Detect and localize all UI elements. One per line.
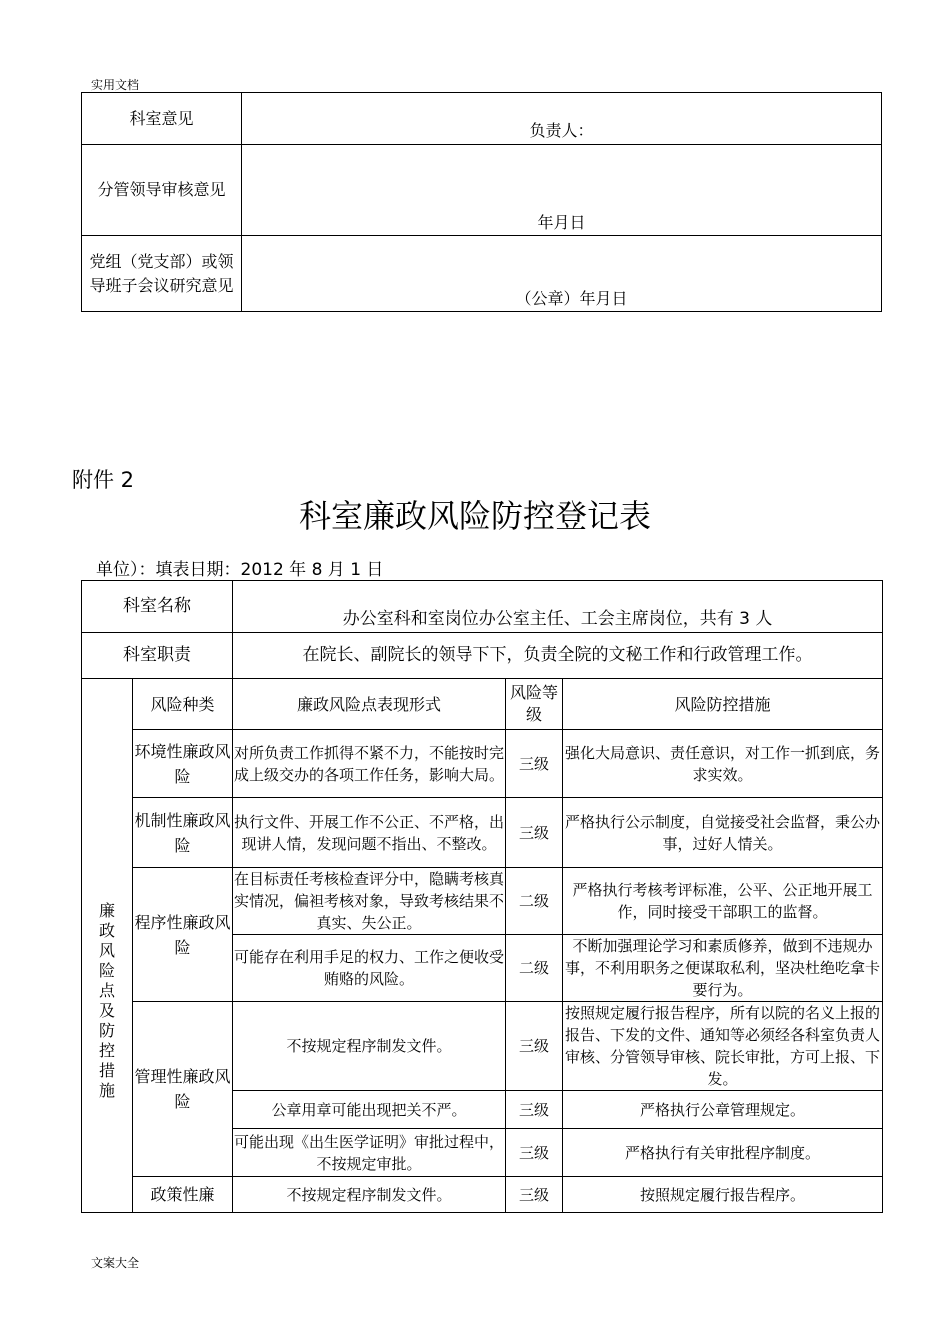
risk-form: 对所负责工作抓得不紧不力，不能按时完成上级交办的各项工作任务，影响大局。 <box>233 730 506 798</box>
side-char: 廉 <box>98 900 115 920</box>
risk-measure: 不断加强理论学习和素质修养，做到不违规办事，不利用职务之便谋取私利，坚决杜绝吃拿卡要行为。 <box>563 935 883 1002</box>
side-char: 施 <box>98 1080 115 1100</box>
risk-form: 可能存在利用手足的权力、工作之便收受贿赂的风险。 <box>233 935 506 1002</box>
dept-duty-value: 在院长、副院长的领导下下，负责全院的文秘工作和行政管理工作。 <box>233 633 883 679</box>
risk-level: 三级 <box>506 730 563 798</box>
col-header-level: 风险等级 <box>506 679 563 730</box>
approval-label-dept: 科室意见 <box>82 93 242 145</box>
table-row <box>82 730 883 798</box>
side-char: 风 <box>98 940 115 960</box>
side-char: 政 <box>98 920 115 940</box>
risk-type-mgmt: 管理性廉政风险 <box>133 1002 233 1177</box>
table-row <box>82 633 883 679</box>
col-header-type: 风险种类 <box>133 679 233 730</box>
risk-measure: 强化大局意识、责任意识，对工作一抓到底，务求实效。 <box>563 730 883 798</box>
risk-type-policy: 政策性廉 <box>133 1177 233 1213</box>
side-char: 及 <box>98 1000 115 1020</box>
side-char: 措 <box>98 1060 115 1080</box>
dept-duty-label: 科室职责 <box>82 633 233 679</box>
risk-form: 在目标责任考核检查评分中，隐瞒考核真实情况，偏袒考核对象，导致考核结果不真实、失公正。 <box>233 868 506 935</box>
dept-name-value: 办公室科和室岗位办公室主任、工会主席岗位，共有 3 人 <box>233 581 883 633</box>
side-char: 险 <box>98 960 115 980</box>
side-char: 控 <box>98 1040 115 1060</box>
table-row <box>82 581 883 633</box>
risk-measure: 按照规定履行报告程序。 <box>563 1177 883 1213</box>
risk-level: 三级 <box>506 1091 563 1129</box>
risk-type-proc: 程序性廉政风险 <box>133 868 233 1002</box>
risk-measure: 按照规定履行报告程序，所有以院的名义上报的报告、下发的文件、通知等必须经各科室负责人审核、分管领导审核、院长审批，方可上报、下发。 <box>563 1002 883 1091</box>
risk-measure: 严格执行考核考评标准，公平、公正地开展工作，同时接受干部职工的监督。 <box>563 868 883 935</box>
risk-type-env: 环境性廉政风险 <box>133 730 233 798</box>
risk-form: 不按规定程序制发文件。 <box>233 1002 506 1091</box>
table-row <box>82 145 882 236</box>
dept-name-label: 科室名称 <box>82 581 233 633</box>
risk-level: 三级 <box>506 798 563 868</box>
risk-form: 不按规定程序制发文件。 <box>233 1177 506 1213</box>
approval-value-leader: 年月日 <box>242 145 882 236</box>
risk-form: 公章用章可能出现把关不严。 <box>233 1091 506 1129</box>
approval-label-leader: 分管领导审核意见 <box>82 145 242 236</box>
col-header-measure: 风险防控措施 <box>563 679 883 730</box>
table-row <box>82 679 883 730</box>
risk-level: 三级 <box>506 1177 563 1213</box>
page-title: 科室廉政风险防控登记表 <box>298 497 651 535</box>
table-row <box>82 1177 883 1213</box>
table-row <box>82 798 883 868</box>
table-row <box>82 1002 883 1091</box>
col-header-form: 廉政风险点表现形式 <box>233 679 506 730</box>
risk-measure: 严格执行公示制度，自觉接受社会监督，秉公办事，过好人情关。 <box>563 798 883 868</box>
risk-level: 三级 <box>506 1002 563 1091</box>
approval-value-party: （公章）年月日 <box>242 236 882 312</box>
table-row <box>82 93 882 145</box>
risk-type-mech: 机制性廉政风险 <box>133 798 233 868</box>
risk-measure: 严格执行有关审批程序制度。 <box>563 1129 883 1177</box>
unit-date-line: 单位）：填表日期：2012 年 8 月 1 日 <box>96 560 384 580</box>
side-label <box>82 679 133 1213</box>
side-char: 防 <box>98 1020 115 1040</box>
risk-level: 二级 <box>506 868 563 935</box>
table-row <box>82 868 883 935</box>
attachment-label: 附件 2 <box>72 468 135 492</box>
page-footer: 文案大全 <box>91 1256 140 1270</box>
risk-form: 执行文件、开展工作不公正、不严格，出现讲人情，发现问题不指出、不整改。 <box>233 798 506 868</box>
approval-value-dept: 负责人： <box>242 93 882 145</box>
approval-label-party: 党组（党支部）或领导班子会议研究意见 <box>82 236 242 312</box>
risk-level: 二级 <box>506 935 563 1002</box>
risk-register-table <box>81 580 883 1213</box>
table-row <box>82 236 882 312</box>
page-header: 实用文档 <box>91 78 140 92</box>
side-char: 点 <box>98 980 115 1000</box>
risk-level: 三级 <box>506 1129 563 1177</box>
approval-table <box>81 92 882 312</box>
risk-measure: 严格执行公章管理规定。 <box>563 1091 883 1129</box>
risk-form: 可能出现《出生医学证明》审批过程中，不按规定审批。 <box>233 1129 506 1177</box>
